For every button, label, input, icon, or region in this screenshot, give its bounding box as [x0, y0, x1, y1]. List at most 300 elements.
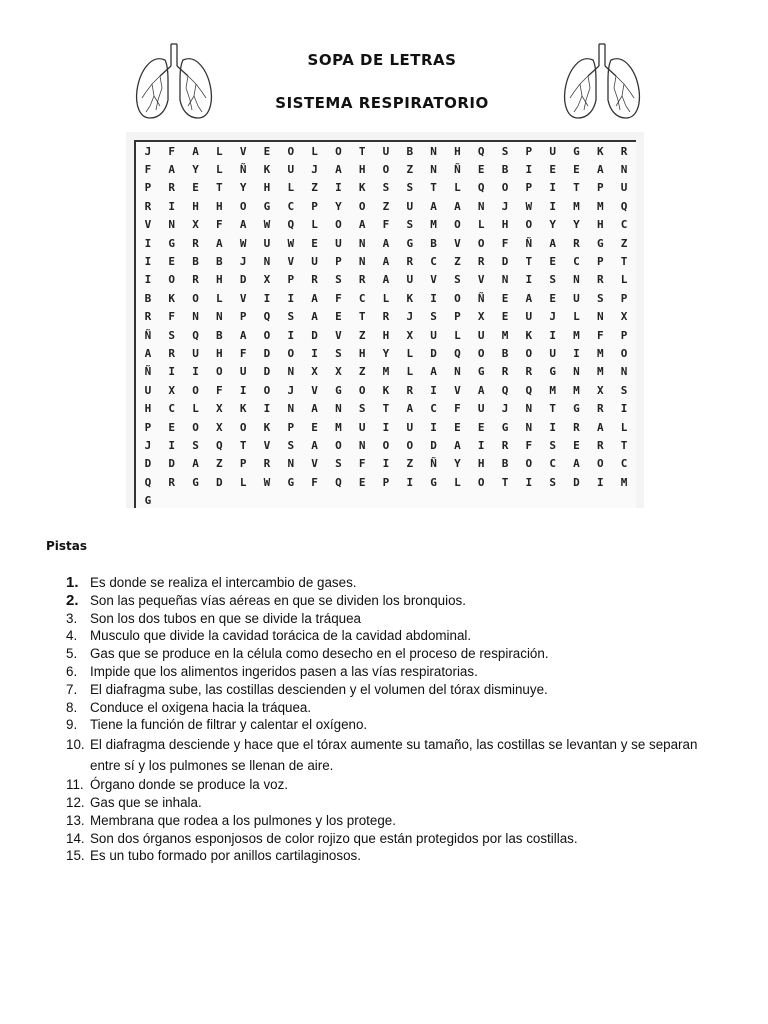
grid-cell[interactable]: R	[192, 273, 199, 287]
grid-cell[interactable]: S	[406, 218, 414, 232]
grid-cell[interactable]: M	[382, 365, 390, 379]
grid-cell[interactable]: B	[501, 457, 509, 471]
grid-cell[interactable]: G	[144, 494, 152, 508]
grid-cell[interactable]: K	[382, 383, 390, 397]
grid-cell[interactable]: V	[144, 218, 152, 232]
grid-cell[interactable]: A	[382, 255, 390, 269]
grid-cell[interactable]: K	[263, 420, 271, 434]
grid-cell[interactable]: Q	[216, 438, 223, 452]
grid-cell[interactable]: I	[263, 291, 271, 305]
grid-cell[interactable]: P	[335, 255, 342, 269]
grid-cell[interactable]: V	[263, 438, 271, 452]
grid-cell[interactable]: H	[596, 218, 604, 232]
grid-cell[interactable]: D	[168, 457, 176, 471]
grid-cell[interactable]: R	[406, 383, 414, 397]
grid-cell[interactable]: T	[430, 181, 437, 195]
grid-cell[interactable]: S	[358, 402, 366, 416]
grid-cell[interactable]: I	[406, 475, 414, 489]
grid-cell[interactable]: A	[525, 291, 533, 305]
grid-cell[interactable]: S	[620, 383, 628, 397]
grid-cell[interactable]: G	[501, 420, 509, 434]
grid-cell[interactable]: N	[168, 218, 176, 232]
grid-cell[interactable]: V	[454, 236, 461, 250]
grid-cell[interactable]: I	[287, 291, 295, 305]
grid-cell[interactable]: L	[620, 420, 628, 434]
grid-cell[interactable]: Ñ	[454, 163, 461, 177]
grid-cell[interactable]: I	[382, 457, 390, 471]
grid-cell[interactable]: M	[335, 420, 342, 434]
grid-cell[interactable]: G	[549, 365, 556, 379]
grid-cell[interactable]: L	[406, 346, 414, 360]
grid-cell[interactable]: O	[406, 438, 414, 452]
grid-cell[interactable]: Q	[144, 475, 152, 489]
grid-cell[interactable]: Q	[525, 383, 533, 397]
grid-cell[interactable]: F	[216, 218, 223, 232]
grid-cell[interactable]: E	[358, 475, 366, 489]
grid-cell[interactable]: C	[287, 199, 295, 213]
grid-cell[interactable]: M	[596, 365, 604, 379]
grid-cell[interactable]: I	[430, 420, 437, 434]
grid-cell[interactable]: G	[596, 236, 604, 250]
grid-cell[interactable]: I	[549, 420, 556, 434]
grid-cell[interactable]: N	[335, 402, 342, 416]
grid-cell[interactable]: B	[216, 255, 223, 269]
grid-cell[interactable]: D	[430, 438, 437, 452]
grid-cell[interactable]: I	[144, 236, 152, 250]
grid-cell[interactable]: S	[382, 181, 390, 195]
grid-cell[interactable]: P	[287, 420, 295, 434]
grid-cell[interactable]: U	[406, 420, 414, 434]
grid-cell[interactable]: A	[406, 402, 414, 416]
grid-cell[interactable]: A	[596, 163, 604, 177]
grid-cell[interactable]: N	[501, 273, 509, 287]
grid-cell[interactable]: L	[216, 144, 223, 158]
grid-cell[interactable]: L	[620, 273, 628, 287]
grid-cell[interactable]: X	[216, 402, 223, 416]
grid-cell[interactable]: U	[311, 255, 318, 269]
grid-cell[interactable]: F	[525, 438, 533, 452]
grid-cell[interactable]: E	[573, 163, 580, 177]
grid-cell[interactable]: P	[311, 199, 318, 213]
grid-cell[interactable]: P	[382, 475, 390, 489]
grid-cell[interactable]: N	[358, 236, 366, 250]
grid-cell[interactable]: Y	[549, 218, 556, 232]
grid-cell[interactable]: A	[192, 144, 199, 158]
grid-cell[interactable]: P	[239, 457, 247, 471]
grid-cell[interactable]: N	[430, 163, 437, 177]
grid-cell[interactable]: E	[549, 291, 556, 305]
grid-cell[interactable]: R	[192, 236, 199, 250]
grid-cell[interactable]: P	[596, 181, 604, 195]
grid-cell[interactable]: I	[144, 273, 152, 287]
grid-cell[interactable]: Q	[263, 310, 271, 324]
grid-cell[interactable]: E	[192, 181, 199, 195]
grid-cell[interactable]: K	[239, 402, 247, 416]
grid-cell[interactable]: Y	[239, 181, 247, 195]
grid-cell[interactable]: J	[501, 199, 509, 213]
grid-cell[interactable]: I	[144, 255, 152, 269]
grid-cell[interactable]: Z	[620, 236, 628, 250]
grid-cell[interactable]: P	[239, 310, 247, 324]
grid-cell[interactable]: J	[406, 310, 414, 324]
grid-cell[interactable]: M	[573, 383, 580, 397]
grid-cell[interactable]: A	[239, 328, 247, 342]
grid-cell[interactable]: C	[620, 218, 628, 232]
grid-cell[interactable]: F	[501, 236, 509, 250]
grid-cell[interactable]: P	[596, 255, 604, 269]
grid-cell[interactable]: H	[501, 218, 509, 232]
grid-cell[interactable]: K	[525, 328, 533, 342]
grid-cell[interactable]: L	[477, 218, 485, 232]
grid-cell[interactable]: O	[477, 236, 485, 250]
grid-cell[interactable]: V	[477, 273, 485, 287]
grid-cell[interactable]: R	[358, 273, 366, 287]
grid-cell[interactable]: Z	[358, 328, 366, 342]
grid-cell[interactable]: R	[144, 310, 152, 324]
grid-cell[interactable]: J	[311, 163, 318, 177]
grid-cell[interactable]: O	[239, 420, 247, 434]
grid-cell[interactable]: M	[596, 199, 604, 213]
grid-cell[interactable]: U	[239, 365, 247, 379]
grid-cell[interactable]: A	[192, 457, 199, 471]
grid-cell[interactable]: O	[263, 328, 271, 342]
grid-cell[interactable]: B	[192, 255, 199, 269]
grid-cell[interactable]: I	[168, 199, 176, 213]
grid-cell[interactable]: X	[311, 365, 318, 379]
grid-cell[interactable]: D	[239, 273, 247, 287]
grid-cell[interactable]: S	[168, 328, 176, 342]
grid-cell[interactable]: I	[287, 328, 295, 342]
grid-cell[interactable]: A	[311, 310, 318, 324]
grid-cell[interactable]: Q	[335, 475, 342, 489]
grid-cell[interactable]: A	[454, 438, 461, 452]
grid-cell[interactable]: P	[144, 181, 152, 195]
grid-cell[interactable]: U	[192, 346, 199, 360]
grid-cell[interactable]: X	[596, 383, 604, 397]
grid-cell[interactable]: S	[430, 310, 437, 324]
grid-cell[interactable]: H	[216, 199, 223, 213]
grid-cell[interactable]: I	[596, 475, 604, 489]
grid-cell[interactable]: K	[263, 163, 271, 177]
grid-cell[interactable]: M	[620, 475, 628, 489]
grid-cell[interactable]: T	[573, 181, 580, 195]
grid-cell[interactable]: E	[263, 144, 271, 158]
grid-cell[interactable]: S	[406, 181, 414, 195]
grid-cell[interactable]: N	[620, 163, 628, 177]
grid-cell[interactable]: P	[144, 420, 152, 434]
grid-cell[interactable]: O	[263, 383, 271, 397]
grid-cell[interactable]: G	[192, 475, 199, 489]
grid-cell[interactable]: U	[430, 328, 437, 342]
grid-cell[interactable]: O	[216, 365, 223, 379]
grid-cell[interactable]: I	[573, 346, 580, 360]
grid-cell[interactable]: U	[406, 273, 414, 287]
grid-cell[interactable]: L	[287, 181, 295, 195]
grid-cell[interactable]: H	[144, 402, 152, 416]
grid-cell[interactable]: E	[549, 255, 556, 269]
grid-cell[interactable]: A	[549, 236, 556, 250]
grid-cell[interactable]: V	[287, 255, 295, 269]
grid-cell[interactable]: S	[501, 144, 509, 158]
grid-cell[interactable]: L	[573, 310, 580, 324]
grid-cell[interactable]: O	[620, 346, 628, 360]
grid-cell[interactable]: X	[168, 383, 176, 397]
grid-cell[interactable]: N	[358, 438, 366, 452]
grid-cell[interactable]: I	[263, 402, 271, 416]
grid-cell[interactable]: G	[573, 144, 580, 158]
grid-cell[interactable]: S	[454, 273, 461, 287]
grid-cell[interactable]: Ñ	[525, 236, 533, 250]
grid-cell[interactable]: O	[358, 199, 366, 213]
grid-cell[interactable]: V	[239, 144, 247, 158]
grid-cell[interactable]: A	[596, 420, 604, 434]
grid-cell[interactable]: Ñ	[239, 163, 247, 177]
grid-cell[interactable]: I	[168, 438, 176, 452]
grid-cell[interactable]: S	[192, 438, 199, 452]
grid-cell[interactable]: A	[239, 218, 247, 232]
grid-cell[interactable]: O	[335, 438, 342, 452]
grid-cell[interactable]: B	[216, 328, 223, 342]
grid-cell[interactable]: L	[454, 181, 461, 195]
grid-cell[interactable]: A	[382, 273, 390, 287]
grid-cell[interactable]: O	[335, 218, 342, 232]
grid-cell[interactable]: Z	[358, 365, 366, 379]
grid-cell[interactable]: E	[335, 310, 342, 324]
grid-cell[interactable]: H	[382, 328, 390, 342]
grid-cell[interactable]: O	[525, 218, 533, 232]
grid-cell[interactable]: R	[620, 144, 628, 158]
grid-cell[interactable]: S	[335, 457, 342, 471]
grid-cell[interactable]: U	[549, 346, 556, 360]
grid-cell[interactable]: A	[430, 199, 437, 213]
grid-cell[interactable]: H	[216, 346, 223, 360]
grid-cell[interactable]: P	[620, 328, 628, 342]
grid-cell[interactable]: Q	[620, 199, 628, 213]
grid-cell[interactable]: V	[311, 383, 318, 397]
grid-cell[interactable]: O	[382, 438, 390, 452]
grid-cell[interactable]: E	[454, 420, 461, 434]
grid-cell[interactable]: S	[287, 438, 295, 452]
grid-cell[interactable]: I	[525, 273, 533, 287]
grid-cell[interactable]: P	[454, 310, 461, 324]
grid-cell[interactable]: K	[358, 181, 366, 195]
grid-cell[interactable]: I	[430, 383, 437, 397]
grid-cell[interactable]: S	[549, 475, 556, 489]
grid-cell[interactable]: R	[525, 365, 533, 379]
grid-cell[interactable]: O	[168, 273, 176, 287]
grid-cell[interactable]: Z	[382, 199, 390, 213]
grid-cell[interactable]: C	[358, 291, 366, 305]
grid-cell[interactable]: I	[477, 438, 485, 452]
grid-cell[interactable]: N	[287, 365, 295, 379]
grid-cell[interactable]: U	[382, 144, 390, 158]
grid-cell[interactable]: T	[620, 255, 628, 269]
grid-cell[interactable]: L	[454, 475, 461, 489]
grid-cell[interactable]: H	[263, 181, 271, 195]
grid-cell[interactable]: R	[596, 402, 604, 416]
grid-cell[interactable]: X	[192, 218, 199, 232]
grid-cell[interactable]: Q	[454, 346, 461, 360]
grid-cell[interactable]: E	[311, 236, 318, 250]
grid-cell[interactable]: A	[311, 291, 318, 305]
grid-cell[interactable]: E	[168, 255, 176, 269]
grid-cell[interactable]: R	[501, 438, 509, 452]
grid-cell[interactable]: A	[573, 457, 580, 471]
grid-cell[interactable]: M	[549, 383, 556, 397]
grid-cell[interactable]: T	[382, 402, 390, 416]
grid-cell[interactable]: L	[216, 291, 223, 305]
grid-cell[interactable]: V	[335, 328, 342, 342]
grid-cell[interactable]: O	[192, 291, 199, 305]
grid-cell[interactable]: D	[263, 346, 271, 360]
grid-cell[interactable]: V	[430, 273, 437, 287]
grid-cell[interactable]: U	[525, 310, 533, 324]
grid-cell[interactable]: F	[239, 346, 247, 360]
grid-cell[interactable]: R	[596, 438, 604, 452]
grid-cell[interactable]: D	[216, 475, 223, 489]
grid-cell[interactable]: Y	[382, 346, 390, 360]
grid-cell[interactable]: Q	[501, 383, 509, 397]
grid-cell[interactable]: D	[573, 475, 580, 489]
grid-cell[interactable]: S	[549, 273, 556, 287]
grid-cell[interactable]: K	[406, 291, 414, 305]
grid-cell[interactable]: B	[144, 291, 152, 305]
grid-cell[interactable]: T	[525, 255, 533, 269]
grid-cell[interactable]: Q	[287, 218, 295, 232]
grid-cell[interactable]: U	[287, 163, 295, 177]
grid-cell[interactable]: I	[335, 181, 342, 195]
grid-cell[interactable]: O	[477, 346, 485, 360]
grid-cell[interactable]: R	[168, 346, 176, 360]
grid-cell[interactable]: C	[620, 457, 628, 471]
grid-cell[interactable]: R	[168, 181, 176, 195]
grid-cell[interactable]: F	[382, 218, 390, 232]
grid-cell[interactable]: T	[358, 144, 366, 158]
grid-cell[interactable]: O	[239, 199, 247, 213]
grid-cell[interactable]: A	[454, 199, 461, 213]
grid-cell[interactable]: V	[311, 457, 318, 471]
grid-cell[interactable]: C	[549, 457, 556, 471]
grid-cell[interactable]: F	[596, 328, 604, 342]
grid-cell[interactable]: W	[287, 236, 295, 250]
grid-cell[interactable]: R	[501, 365, 509, 379]
grid-cell[interactable]: I	[549, 199, 556, 213]
grid-cell[interactable]: A	[216, 236, 223, 250]
grid-cell[interactable]: U	[263, 236, 271, 250]
grid-cell[interactable]: V	[239, 291, 247, 305]
grid-cell[interactable]: Q	[477, 181, 485, 195]
grid-cell[interactable]: I	[192, 365, 199, 379]
grid-cell[interactable]: O	[596, 457, 604, 471]
grid-cell[interactable]: N	[216, 310, 223, 324]
grid-cell[interactable]: Y	[573, 218, 580, 232]
grid-cell[interactable]: N	[620, 365, 628, 379]
grid-cell[interactable]: A	[168, 163, 176, 177]
grid-cell[interactable]: E	[501, 310, 509, 324]
grid-cell[interactable]: N	[287, 402, 295, 416]
grid-cell[interactable]: H	[358, 163, 366, 177]
grid-cell[interactable]: N	[525, 402, 533, 416]
grid-cell[interactable]: G	[477, 365, 485, 379]
grid-cell[interactable]: P	[620, 291, 628, 305]
grid-cell[interactable]: J	[144, 438, 152, 452]
grid-cell[interactable]: O	[477, 475, 485, 489]
grid-cell[interactable]: S	[596, 291, 604, 305]
grid-cell[interactable]: O	[382, 163, 390, 177]
grid-cell[interactable]: W	[263, 218, 271, 232]
grid-cell[interactable]: U	[477, 328, 485, 342]
grid-cell[interactable]: L	[406, 365, 414, 379]
grid-cell[interactable]: C	[573, 255, 580, 269]
grid-cell[interactable]: I	[382, 420, 390, 434]
grid-cell[interactable]: M	[430, 218, 437, 232]
grid-cell[interactable]: N	[573, 365, 580, 379]
grid-cell[interactable]: I	[168, 365, 176, 379]
grid-cell[interactable]: L	[454, 328, 461, 342]
grid-cell[interactable]: L	[192, 402, 199, 416]
grid-cell[interactable]: B	[501, 346, 509, 360]
grid-cell[interactable]: I	[549, 181, 556, 195]
grid-cell[interactable]: N	[430, 144, 437, 158]
grid-cell[interactable]: R	[382, 310, 390, 324]
grid-cell[interactable]: J	[239, 255, 247, 269]
grid-cell[interactable]: X	[216, 420, 223, 434]
grid-cell[interactable]: X	[335, 365, 342, 379]
grid-cell[interactable]: A	[144, 346, 152, 360]
grid-cell[interactable]: E	[573, 438, 580, 452]
grid-cell[interactable]: T	[620, 438, 628, 452]
grid-cell[interactable]: U	[144, 383, 152, 397]
grid-cell[interactable]: N	[596, 310, 604, 324]
grid-cell[interactable]: X	[263, 273, 271, 287]
grid-cell[interactable]: T	[549, 402, 556, 416]
grid-cell[interactable]: Y	[192, 163, 199, 177]
grid-cell[interactable]: M	[501, 328, 509, 342]
grid-cell[interactable]: S	[335, 273, 342, 287]
grid-cell[interactable]: G	[287, 475, 295, 489]
grid-cell[interactable]: B	[501, 163, 509, 177]
grid-cell[interactable]: R	[573, 236, 580, 250]
grid-cell[interactable]: U	[406, 199, 414, 213]
grid-cell[interactable]: U	[549, 144, 556, 158]
grid-cell[interactable]: G	[168, 236, 176, 250]
grid-cell[interactable]: R	[477, 255, 485, 269]
grid-cell[interactable]: A	[382, 236, 390, 250]
grid-cell[interactable]: F	[168, 310, 176, 324]
grid-cell[interactable]: Y	[454, 457, 461, 471]
grid-cell[interactable]: Z	[311, 181, 318, 195]
grid-cell[interactable]: I	[620, 402, 628, 416]
grid-cell[interactable]: N	[573, 273, 580, 287]
grid-cell[interactable]: O	[358, 383, 366, 397]
grid-cell[interactable]: F	[454, 402, 461, 416]
grid-cell[interactable]: Q	[192, 328, 199, 342]
grid-cell[interactable]: D	[311, 328, 318, 342]
grid-cell[interactable]: E	[477, 420, 485, 434]
grid-cell[interactable]: L	[216, 163, 223, 177]
grid-cell[interactable]: P	[525, 144, 533, 158]
grid-cell[interactable]: H	[192, 199, 199, 213]
grid-cell[interactable]: J	[549, 310, 556, 324]
grid-cell[interactable]: W	[239, 236, 247, 250]
grid-cell[interactable]: O	[192, 420, 199, 434]
grid-cell[interactable]: U	[573, 291, 580, 305]
grid-cell[interactable]: Z	[406, 457, 414, 471]
grid-cell[interactable]: T	[216, 181, 223, 195]
grid-cell[interactable]: H	[454, 144, 461, 158]
grid-cell[interactable]: D	[144, 457, 152, 471]
grid-cell[interactable]: W	[525, 199, 533, 213]
